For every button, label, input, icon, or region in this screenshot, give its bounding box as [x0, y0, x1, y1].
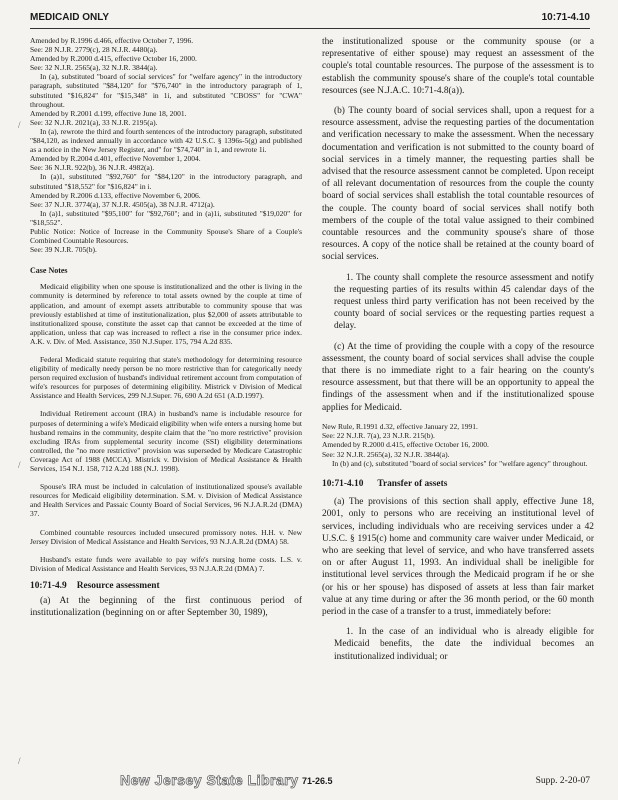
history-line: See: 28 N.J.R. 2779(c), 28 N.J.R. 4480(a).: [30, 45, 158, 55]
section-paragraph: (a) At the beginning of the first continuous period of institutionalization (beginning on or after September 30, 1989),: [30, 595, 302, 619]
history-note: In (b) and (c), substituted "board of social services" for "welfare agency" throughout.: [332, 458, 588, 468]
history-line: See: 39 N.J.R. 705(b).: [30, 245, 97, 255]
right-column: [322, 36, 594, 671]
history-note: In (a), substituted "board of social services" for "welfare agency" in the introductory paragraph, substituted "$84,120" for "$76,740" in the introductory paragraph of 1, substituted "$16,824" for "$15,348" in 1i, and substituted "CBOSS" for "CWA" throughout.: [30, 72, 302, 109]
public-notice: Public Notice: Notice of Increase in the Community Spouse's Share of a Couple's Combined Countable Resources.: [30, 226, 302, 246]
history-line: Amended by R.1996 d.466, effective October 7, 1996.: [30, 36, 194, 45]
section-number: 10:71-4.9: [30, 580, 67, 591]
history-line: Amended by R.2000 d.415, effective October 16, 2000.: [322, 440, 489, 450]
page-footer: [30, 772, 590, 792]
history-line: Amended by R.2001 d.199, effective June 18, 2001.: [30, 108, 187, 118]
history-line: See: 36 N.J.R. 922(b), 36 N.J.R. 4982(a).: [30, 163, 155, 173]
left-column: [30, 36, 302, 619]
history-line: See: 32 N.J.R. 2021(a), 33 N.J.R. 2195(a).: [30, 117, 158, 127]
history-line: Amended by R.2000 d.415, effective October 16, 2000.: [30, 54, 197, 64]
paragraph-a1: 1. In the case of an individual who is already eligible for Medicaid benefits, the date the individual becomes an institutionalized individual; or: [334, 627, 594, 662]
case-note: Spouse's IRA must be included in calculation of institutionalized spouse's available resources for Medicaid eligibility determination. S.M. v. Division of Medical Assistance and Health Services and Passaic County Board of Social Services, 96 N.J.A.R.2d (DMA) 37.: [30, 482, 302, 519]
case-note: Individual Retirement account (IRA) in husband's name is includable resource for purposes of determining a wife's Medicaid eligibility when wife enters a nursing home but husband remains in the community, despite claim that the "no more restrictive" provision excluding IRAs from supplemental security income (SSI) eligibility determinations controlled, the "no more restrictive" provision was superseded by Medicare Catastrophic Coverage Act of 1988 (MCCA). Mistrick v. Division of Medical Assistance & Health Services, 154 N.J. 158, 712 A.2d 188 (N.J. 1998).: [30, 409, 302, 474]
margin-check-mark: /: [18, 756, 21, 766]
library-watermark: New Jersey State Library: [120, 772, 299, 788]
section-title: Resource assessment: [76, 580, 160, 591]
section-heading-4-9: [30, 582, 302, 591]
history-line: New Rule, R.1991 d.32, effective January 22, 1991.: [322, 421, 478, 431]
paragraph-a: (a) The provisions of this section shall apply, effective June 18, 2001, only to persons who are receiving an institutional level of services, including individuals who are receiving services under a 42 U.S.C. § 1915(c) home and community care waiver under Medicaid, or who are seeking that level of service, and who have transferred assets on or after August 11, 1993. An individual shall be ineligible for institutional level services through the Medicaid program if he or she (or his or her spouse) has disposed of assets at less than fair market value at any time during or after the 36 month period, or the 60 month period in the case of a transfer to a trust, immediately before:: [322, 497, 594, 617]
history-note: In (a)1, substituted "$95,100" for "$92,760"; and in (a)1i, substituted "$19,020" for "$18,552".: [30, 208, 302, 227]
history-note: In (a)1, substituted "$92,760" for "$84,120" in the introductory paragraph, and substituted "$18,552" for "$16,824" in i.: [30, 172, 302, 191]
history-line: See: 37 N.J.R. 3774(a), 37 N.J.R. 4505(a), 38 N.J.R. 4712(a).: [30, 199, 215, 209]
paragraph-b1: 1. The county shall complete the resource assessment and notify the requesting parties of its results within 45 calendar days of the request unless third party verification has not been received by the county board of social services or the requesting parties request a delay.: [334, 272, 594, 332]
margin-check-mark: /: [18, 460, 21, 470]
header-section: 10:71-4.10: [541, 12, 590, 23]
case-note: Medicaid eligibility when one spouse is institutionalized and the other is living in the community is determined by reference to total assets owned by the couple at time of application, and amount of exempt assets attributable to community spouse that was previously established at time of institutionalization, plus $2,000 of assets attributable to institutionalized spouse, constitute the asset cap that cannot be exceeded at the time of application, unless that cap was increased to reflect a rise in the consumer price index. A.K. v. Div. of Med. Assistance, 350 N.J.Super. 175, 794 A.2d 835.: [30, 282, 302, 346]
history-line: See: 22 N.J.R. 7(a), 23 N.J.R. 215(b).: [322, 431, 435, 441]
rule-history: [322, 422, 594, 468]
history-line: See: 32 N.J.R. 2565(a), 32 N.J.R. 3844(a).: [30, 63, 158, 73]
paragraph-b: (b) The county board of social services shall, upon a request for a resource assessment, advise the requesting parties of the documentation and verification necessary to make the assessment. When the necessary documentation and verification is not submitted to the county board of social services in a timely manner, the requesting parties shall be advised that the resource assessment cannot be completed. Upon receipt of all relevant documentation of resources from the couple the county board of social services shall establish the total countable resources of the couple. The county board of social services shall notify both members of the couple of the total value assigned to their combined countable resources and the community spouse's share of those resources. A copy of the notice shall be retained at the county board of social services.: [322, 106, 594, 263]
history-line: See: 32 N.J.R. 2565(a), 32 N.J.R. 3844(a).: [322, 449, 450, 459]
page-number: 71-26.5: [302, 776, 333, 786]
section-number: 10:71-4.10: [322, 478, 364, 489]
amendment-history: [30, 36, 302, 254]
paragraph-continued: the institutionalized spouse or the community spouse (or a representative of either spouse) may request an assessment of the couple's total countable resources. The purpose of the assessment is to establish the community spouse's share of the couple's total countable resources (see N.J.A.C. 10:71-4.8(a)).: [322, 37, 594, 96]
case-note: Husband's estate funds were available to pay wife's nursing home costs. L.S. v. Division of Medical Assistance and Health Services, 93 N.J.A.R.2d (DMA) 7.: [30, 554, 302, 573]
case-note: Combined countable resources included unsecured promissory notes. H.H. v. New Jersey Division of Medical Assistance and Health Services, 93 N.J.A.R.2d (DMA) 58.: [30, 527, 302, 546]
case-notes-heading: Case Notes: [30, 266, 68, 276]
margin-check-mark: /: [18, 120, 21, 130]
header-title: MEDICAID ONLY: [30, 12, 110, 23]
supplement-date: Supp. 2-20-07: [535, 776, 590, 786]
section-title: Transfer of assets: [377, 478, 448, 489]
history-line: Amended by R.2006 d.133, effective November 6, 2006.: [30, 190, 201, 200]
section-heading-4-10: [322, 478, 594, 490]
case-note: Federal Medicaid statute requiring that state's methodology for determining resource eligibility of medically needy person be no more restrictive than for categorically needy person required exclusion of husband's individual retirement account from computation of wife's resources for purposes of determining eligibility. Mistrick v Division of Medical Assistance and Health Services, 299 N.J.Super. 76, 690 A.2d 651 (A.D.1997).: [30, 355, 302, 401]
history-line: Amended by R.2004 d.401, effective November 1, 2004.: [30, 154, 201, 164]
running-header: [30, 12, 590, 29]
paragraph-c: (c) At the time of providing the couple with a copy of the resource assessment, the county board of social services shall advise the couple that there is no immediate right to a fair hearing on the county's resource assessment, but that there will be an opportunity to appeal the findings of the assessment when and if the institutionalized spouse applies for Medicaid.: [322, 341, 594, 413]
history-note: In (a), rewrote the third and fourth sentences of the introductory paragraph, substituted "$84,120, as indexed annually in accordance with 42 U.S.C. § 1396s-5(g) and published as a notice in the New Jersey Register, and" for "$74,740" in 1, and rewrote 1i.: [30, 126, 302, 155]
